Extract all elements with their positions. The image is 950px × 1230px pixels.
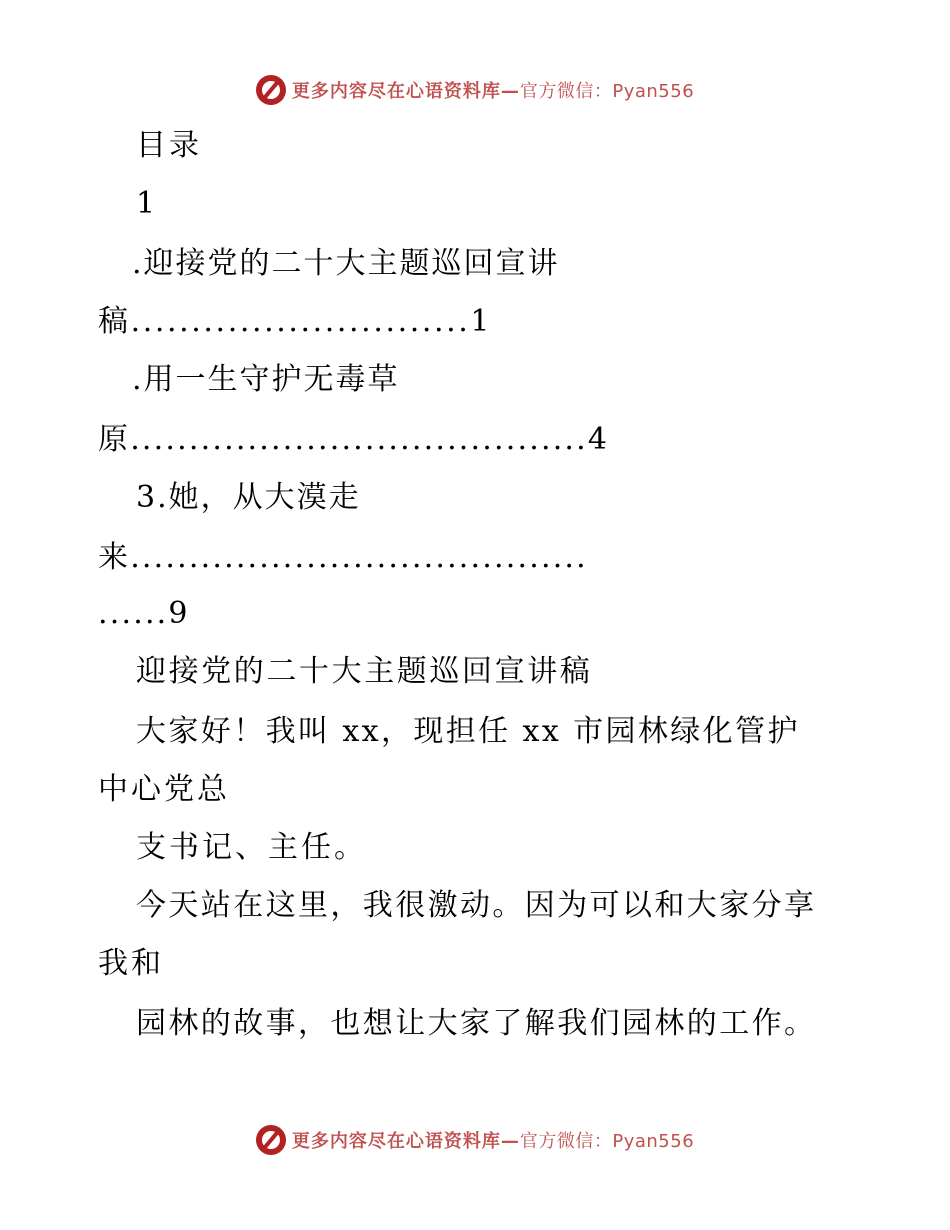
toc-item-3-page: ......9	[98, 596, 190, 631]
banner-wechat: 官方微信：Pyan556	[519, 81, 695, 102]
body-line-2: 中心党总	[98, 772, 230, 807]
toc-item-2-leader: 原.......................................4	[98, 422, 610, 457]
header-banner	[0, 70, 950, 110]
pen-logo-icon	[256, 1125, 286, 1155]
section-heading: 迎接党的二十大主题巡回宣讲稿	[136, 654, 593, 689]
footer-banner	[0, 1120, 950, 1160]
body-line-6: 园林的故事，也想让大家了解我们园林的工作。	[136, 1006, 817, 1041]
toc-item-1-title: .迎接党的二十大主题巡回宣讲	[132, 246, 560, 281]
body-line-3: 支书记、主任。	[136, 830, 367, 865]
pen-logo-icon	[256, 75, 286, 105]
toc-item-1-leader: 稿............................1	[98, 304, 493, 339]
toc-number: 1	[136, 186, 159, 221]
banner-text: 更多内容尽在心语资料库—	[291, 1131, 520, 1152]
toc-item-2-title: .用一生守护无毒草	[132, 362, 400, 397]
banner-text: 更多内容尽在心语资料库—	[291, 81, 520, 102]
body-line-4: 今天站在这里，我很激动。因为可以和大家分享	[136, 888, 817, 923]
banner-wechat: 官方微信：Pyan556	[519, 1131, 695, 1152]
toc-item-3-leader: 来.......................................	[98, 540, 588, 575]
body-line-5: 我和	[98, 946, 164, 981]
body-line-1: 大家好！我叫 xx，现担任 xx 市园林绿化管护	[136, 714, 800, 749]
toc-item-3-title: 3.她，从大漠走	[136, 480, 361, 515]
toc-title: 目录	[136, 128, 202, 163]
